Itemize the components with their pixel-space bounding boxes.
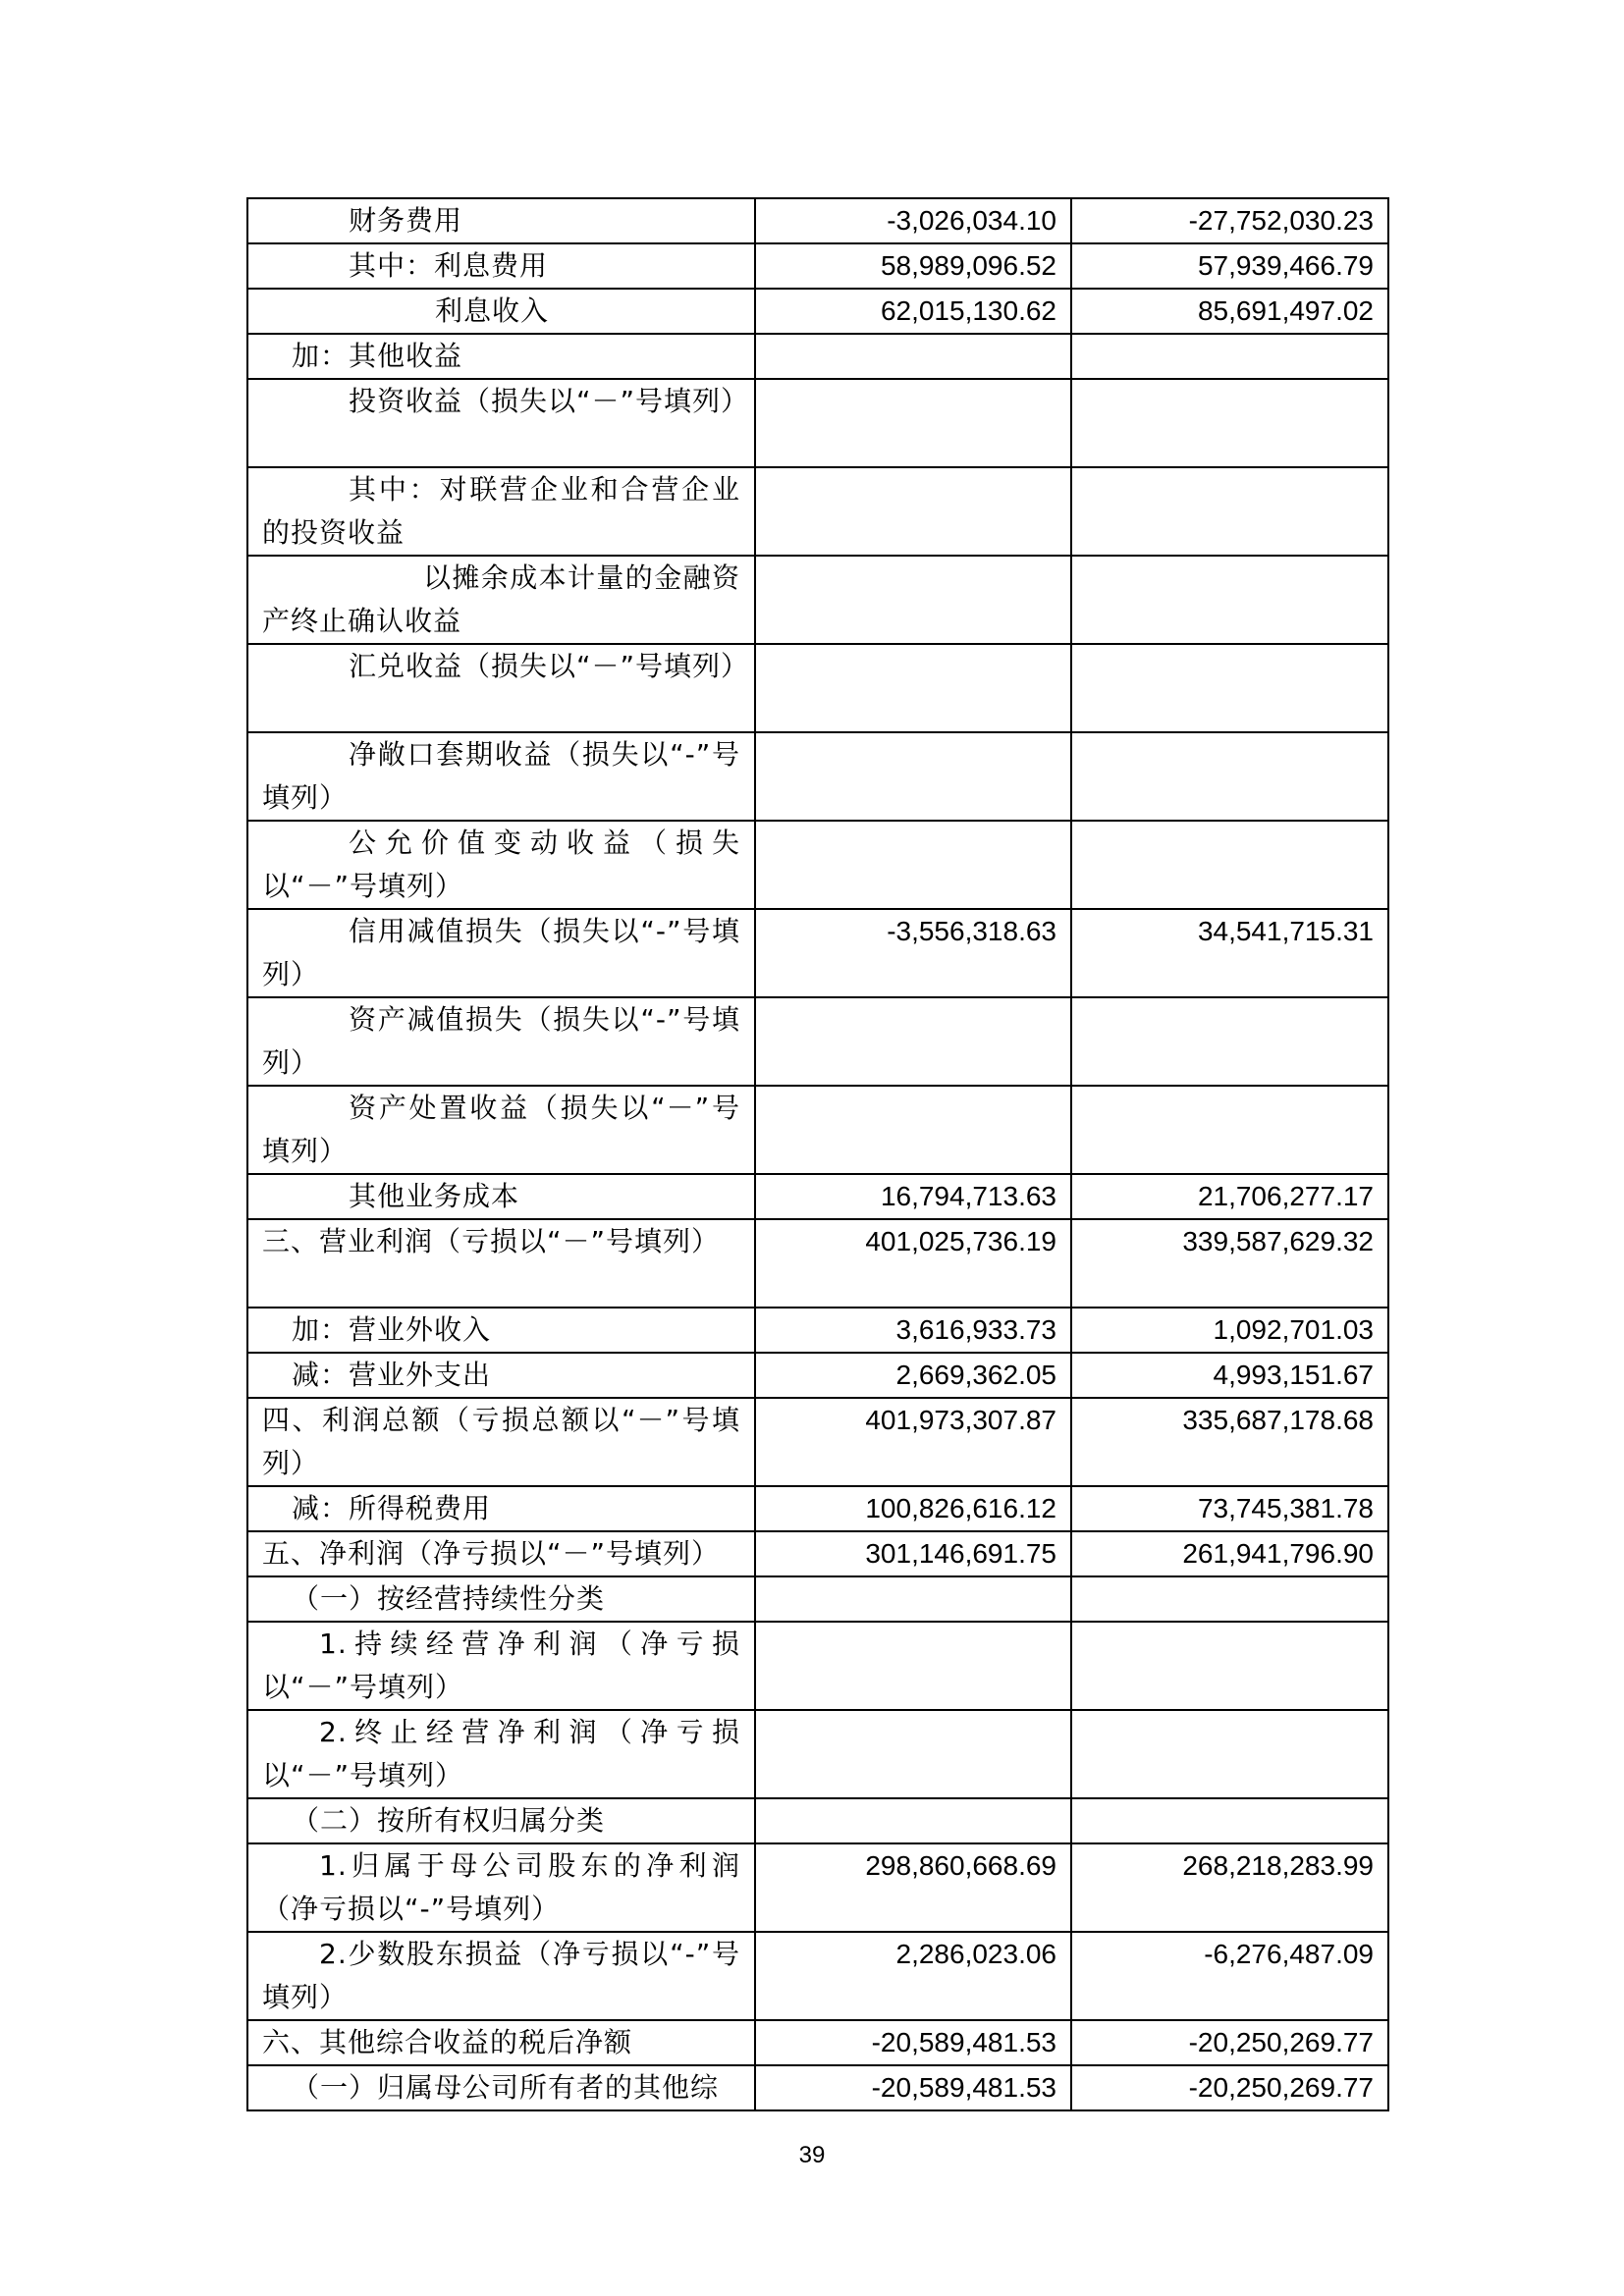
prior-period-value xyxy=(1071,1622,1388,1710)
current-period-value: 3,616,933.73 xyxy=(755,1308,1071,1353)
current-period-value xyxy=(755,1086,1071,1174)
table-row xyxy=(247,1932,1388,2020)
table-row xyxy=(247,1353,1388,1398)
table-row xyxy=(247,909,1388,997)
table-row xyxy=(247,821,1388,909)
row-label: （一）按经营持续性分类 xyxy=(247,1576,755,1622)
table-row xyxy=(247,1576,1388,1622)
prior-period-value: 335,687,178.68 xyxy=(1071,1398,1388,1486)
table-row xyxy=(247,198,1388,243)
current-period-value: 301,146,691.75 xyxy=(755,1531,1071,1576)
table-row xyxy=(247,1531,1388,1576)
current-period-value xyxy=(755,821,1071,909)
row-label: 加：营业外收入 xyxy=(247,1308,755,1353)
table-row xyxy=(247,289,1388,334)
prior-period-value xyxy=(1071,1798,1388,1843)
row-label: 1.持续经营净利润（净亏损以“－”号填列） xyxy=(247,1622,755,1710)
current-period-value: -3,556,318.63 xyxy=(755,909,1071,997)
table-row xyxy=(247,1086,1388,1174)
income-statement-table xyxy=(246,197,1389,2111)
prior-period-value: 73,745,381.78 xyxy=(1071,1486,1388,1531)
current-period-value xyxy=(755,467,1071,556)
prior-period-value: 268,218,283.99 xyxy=(1071,1843,1388,1932)
prior-period-value xyxy=(1071,467,1388,556)
row-label: 其中：利息费用 xyxy=(247,243,755,289)
prior-period-value: 1,092,701.03 xyxy=(1071,1308,1388,1353)
prior-period-value xyxy=(1071,1576,1388,1622)
current-period-value: 62,015,130.62 xyxy=(755,289,1071,334)
prior-period-value: -20,250,269.77 xyxy=(1071,2020,1388,2065)
current-period-value xyxy=(755,644,1071,732)
current-period-value: 401,973,307.87 xyxy=(755,1398,1071,1486)
prior-period-value xyxy=(1071,644,1388,732)
current-period-value: -20,589,481.53 xyxy=(755,2065,1071,2110)
table-row xyxy=(247,1174,1388,1219)
table-row xyxy=(247,334,1388,379)
current-period-value xyxy=(755,379,1071,467)
row-label: 投资收益（损失以“－”号填列） xyxy=(247,379,755,467)
prior-period-value xyxy=(1071,1086,1388,1174)
table-row xyxy=(247,243,1388,289)
row-label: 其中：对联营企业和合营企业的投资收益 xyxy=(247,467,755,556)
table-row xyxy=(247,1219,1388,1308)
row-label: 资产减值损失（损失以“-”号填列） xyxy=(247,997,755,1086)
row-label: 减：所得税费用 xyxy=(247,1486,755,1531)
prior-period-value xyxy=(1071,997,1388,1086)
prior-period-value: 21,706,277.17 xyxy=(1071,1174,1388,1219)
table-row xyxy=(247,1843,1388,1932)
row-label: 2.少数股东损益（净亏损以“-”号填列） xyxy=(247,1932,755,2020)
row-label: （一）归属母公司所有者的其他综 xyxy=(247,2065,755,2110)
table-row xyxy=(247,2020,1388,2065)
table-row xyxy=(247,1622,1388,1710)
row-label: 财务费用 xyxy=(247,198,755,243)
row-label: 信用减值损失（损失以“-”号填列） xyxy=(247,909,755,997)
current-period-value xyxy=(755,334,1071,379)
prior-period-value: 339,587,629.32 xyxy=(1071,1219,1388,1308)
prior-period-value: 261,941,796.90 xyxy=(1071,1531,1388,1576)
row-label: 其他业务成本 xyxy=(247,1174,755,1219)
row-label: 减：营业外支出 xyxy=(247,1353,755,1398)
row-label: 四、利润总额（亏损总额以“－”号填列） xyxy=(247,1398,755,1486)
current-period-value xyxy=(755,1576,1071,1622)
current-period-value xyxy=(755,732,1071,821)
row-label: 利息收入 xyxy=(247,289,755,334)
prior-period-value xyxy=(1071,732,1388,821)
current-period-value xyxy=(755,1710,1071,1798)
prior-period-value: 57,939,466.79 xyxy=(1071,243,1388,289)
current-period-value: 2,669,362.05 xyxy=(755,1353,1071,1398)
table-row xyxy=(247,2065,1388,2110)
income-statement-body xyxy=(247,198,1388,2110)
row-label: 以摊余成本计量的金融资产终止确认收益 xyxy=(247,556,755,644)
prior-period-value: 4,993,151.67 xyxy=(1071,1353,1388,1398)
current-period-value: 2,286,023.06 xyxy=(755,1932,1071,2020)
row-label: 三、营业利润（亏损以“－”号填列） xyxy=(247,1219,755,1308)
current-period-value: -20,589,481.53 xyxy=(755,2020,1071,2065)
page-number: 39 xyxy=(798,2142,826,2168)
current-period-value: -3,026,034.10 xyxy=(755,198,1071,243)
table-row xyxy=(247,556,1388,644)
row-label: 净敞口套期收益（损失以“-”号填列） xyxy=(247,732,755,821)
table-row xyxy=(247,732,1388,821)
row-label: 1.归属于母公司股东的净利润（净亏损以“-”号填列） xyxy=(247,1843,755,1932)
prior-period-value: -6,276,487.09 xyxy=(1071,1932,1388,2020)
current-period-value xyxy=(755,1798,1071,1843)
current-period-value: 16,794,713.63 xyxy=(755,1174,1071,1219)
row-label: 2.终止经营净利润（净亏损以“－”号填列） xyxy=(247,1710,755,1798)
current-period-value: 100,826,616.12 xyxy=(755,1486,1071,1531)
table-row xyxy=(247,379,1388,467)
row-label: （二）按所有权归属分类 xyxy=(247,1798,755,1843)
prior-period-value: -20,250,269.77 xyxy=(1071,2065,1388,2110)
table-row xyxy=(247,1798,1388,1843)
prior-period-value xyxy=(1071,1710,1388,1798)
current-period-value: 298,860,668.69 xyxy=(755,1843,1071,1932)
table-row xyxy=(247,1486,1388,1531)
row-label: 加：其他收益 xyxy=(247,334,755,379)
prior-period-value xyxy=(1071,821,1388,909)
row-label: 汇兑收益（损失以“－”号填列） xyxy=(247,644,755,732)
row-label: 公允价值变动收益（损失以“－”号填列） xyxy=(247,821,755,909)
current-period-value xyxy=(755,997,1071,1086)
current-period-value: 401,025,736.19 xyxy=(755,1219,1071,1308)
prior-period-value: -27,752,030.23 xyxy=(1071,198,1388,243)
table-row xyxy=(247,1398,1388,1486)
current-period-value xyxy=(755,1622,1071,1710)
table-row xyxy=(247,1710,1388,1798)
table-row xyxy=(247,467,1388,556)
row-label: 五、净利润（净亏损以“－”号填列） xyxy=(247,1531,755,1576)
row-label: 资产处置收益（损失以“－”号填列） xyxy=(247,1086,755,1174)
table-row xyxy=(247,1308,1388,1353)
current-period-value: 58,989,096.52 xyxy=(755,243,1071,289)
prior-period-value xyxy=(1071,379,1388,467)
prior-period-value: 85,691,497.02 xyxy=(1071,289,1388,334)
prior-period-value xyxy=(1071,334,1388,379)
table-row xyxy=(247,997,1388,1086)
current-period-value xyxy=(755,556,1071,644)
prior-period-value xyxy=(1071,556,1388,644)
table-row xyxy=(247,644,1388,732)
row-label: 六、其他综合收益的税后净额 xyxy=(247,2020,755,2065)
prior-period-value: 34,541,715.31 xyxy=(1071,909,1388,997)
